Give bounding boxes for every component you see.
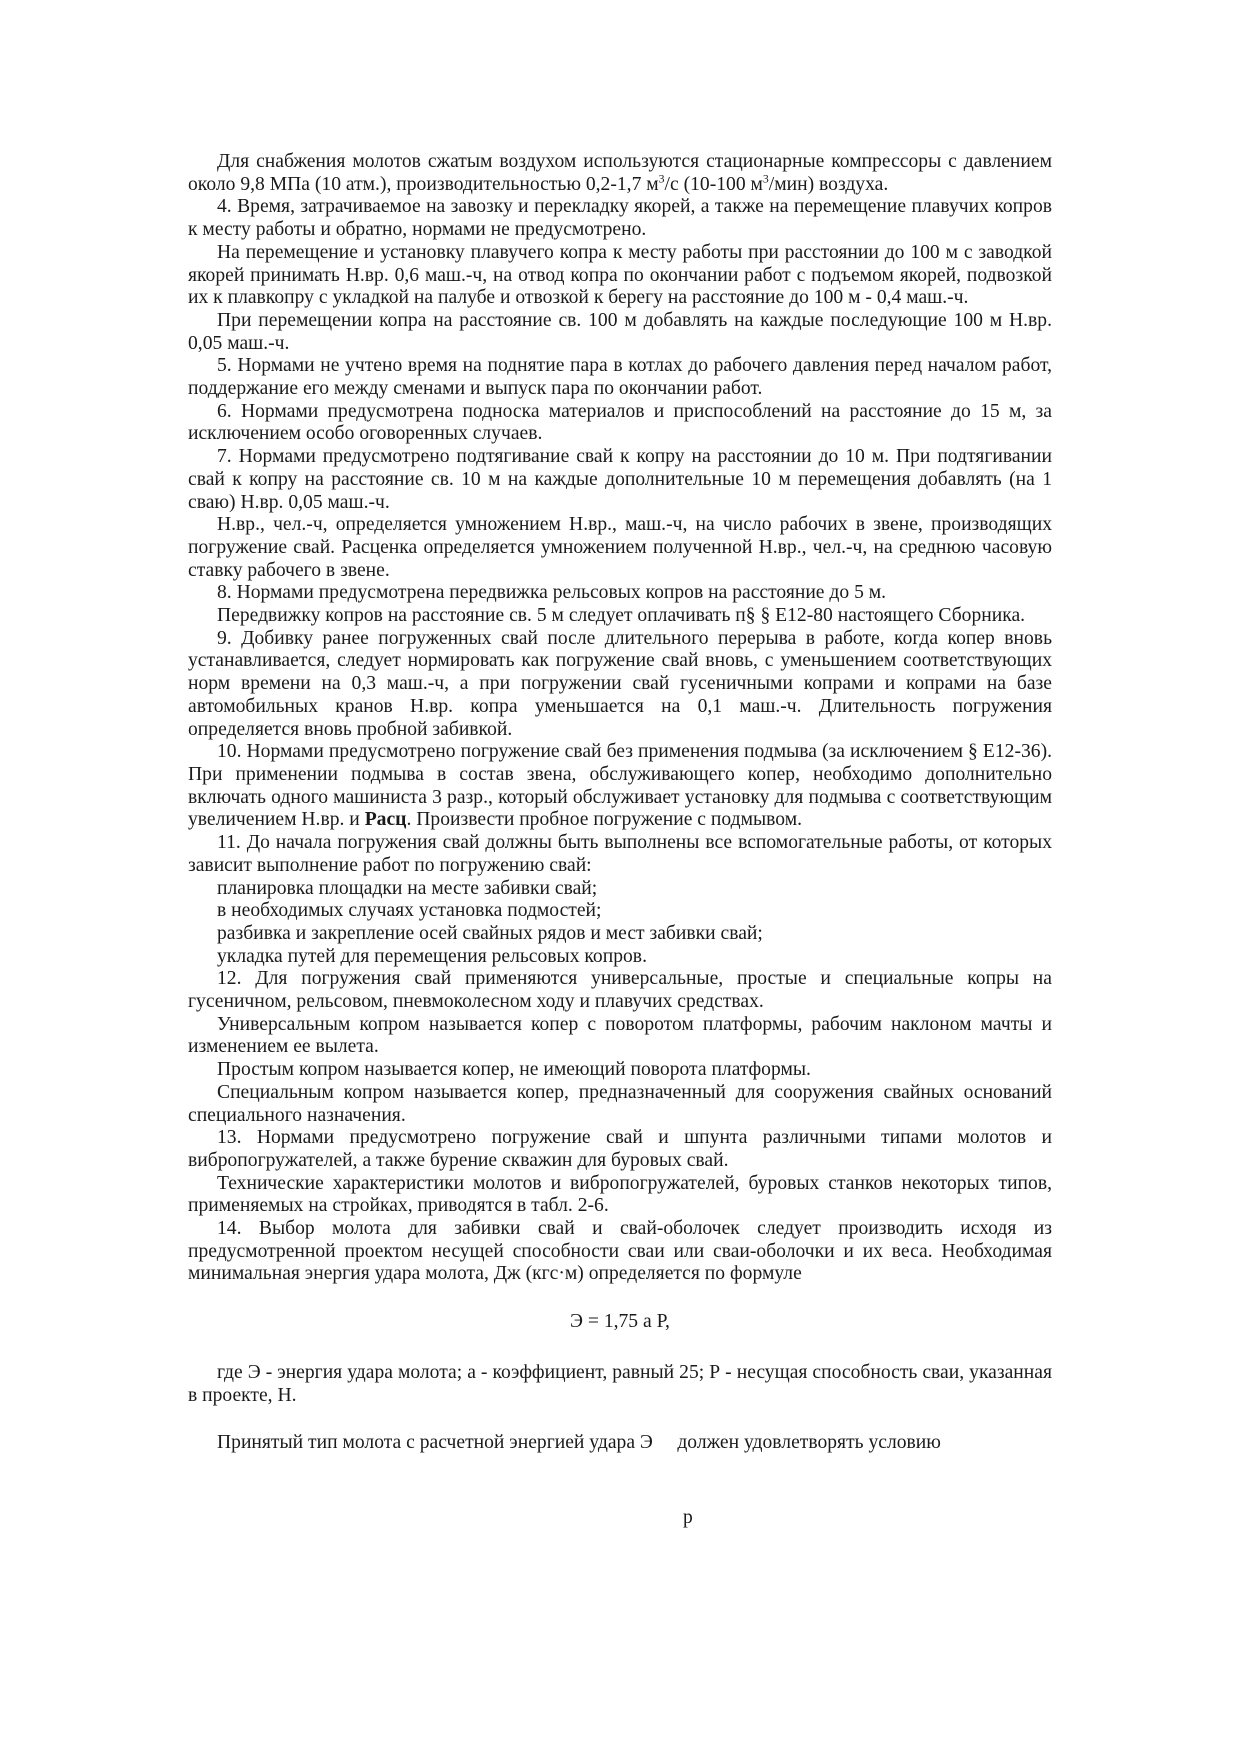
- paragraph-12-special: Специальным копром называется копер, предназначенный для сооружения свайных оснований специального назначения.: [188, 1081, 1052, 1126]
- formula: Э = 1,75 а Р,: [570, 1311, 670, 1333]
- bold-term-rasc: Расц: [364, 809, 407, 831]
- list-item: планировка площадки на месте забивки свай;: [217, 877, 598, 899]
- paragraph-11: 11. До начала погружения свай должны быть выполнены все вспомогательные работы, от которых зависит выполнение работ по погружению свай:: [188, 832, 1052, 876]
- paragraph-9: 9. Добивку ранее погруженных свай после длительного перерыва в работе, когда копер вновь устанавливается, следует нормировать как погружение свай вновь, с уменьшением соответствующих норм времени на 0,3 маш.-ч, а при погружении свай гусеничными копрами и копрами на базе автомобильных кранов Н.вр. копра уменьшается на 0,1 маш.-ч. Длительность погружения определяется вновь пробной забивкой.: [188, 627, 1052, 740]
- paragraph-8: 8. Нормами предусмотрена передвижка рельсовых копров на расстояние до 5 м.: [217, 582, 887, 604]
- paragraph-7-rate: Н.вр., чел.-ч, определяется умножением Н.вр., маш.-ч, на число рабочих в звене, производящих погружение свай. Расценка определяется умножением полученной Н.вр., чел.-ч, на среднюю часовую ставку рабочего в звене.: [188, 514, 1052, 581]
- paragraph-7: 7. Нормами предусмотрено подтягивание свай к копру на расстоянии до 10 м. При подтягивании свай к копру на расстояние св. 10 м на каждые дополнительные 10 м перемещения добавлять (на 1 сваю) Н.вр. 0,05 маш.-ч.: [188, 446, 1052, 513]
- paragraph-condition: Принятый тип молота с расчетной энергией удара Э должен удовлетворять условию: [217, 1432, 941, 1454]
- paragraph-10: 10. Нормами предусмотрено погружение свай без применения подмыва (за исключением § Е12-36). При применении подмыва в состав звена, обслуживающего копер, необходимо дополнительно включать одного машиниста 3 разр., который обслуживает установку для подмыва с соответствующим увеличением Н.вр. и Расц. Произвести пробное погружение с подмывом.: [188, 741, 1052, 831]
- paragraph-8-payment: Передвижку копров на расстояние св. 5 м следует оплачивать п§ § Е12-80 настоящего Сборника.: [217, 605, 1026, 627]
- paragraph-14: 14. Выбор молота для забивки свай и свай-оболочек следует производить исходя из предусмотренной проектом несущей способности сваи или сваи-оболочки и их веса. Необходимая минимальная энергия удара молота, Дж (кгс·м) определяется по формуле: [188, 1218, 1052, 1285]
- paragraph-compressors: Для снабжения молотов сжатым воздухом используются стационарные компрессоры с давлением около 9,8 МПа (10 атм.), производительностью 0,2-1,7 $м^3/с$ (10-100 $м^3/мин$) воздуха.: [188, 151, 1052, 195]
- paragraph-4-moving: На перемещение и установку плавучего копра к месту работы при расстоянии до 100 м с заводкой якорей принимать Н.вр. 0,6 маш.-ч, на отвод копра по окончании работ с подъемом якорей, подвозкой их к плавкопру с укладкой на палубе и отвозкой к берегу на расстояние до 100 м - 0,4 маш.-ч.: [188, 241, 1052, 309]
- subscript-p: р: [683, 1507, 693, 1528]
- paragraph-12: 12. Для погружения свай применяются универсальные, простые и специальные копры на гусеничном, рельсовом, пневмоколесном ходу и плавучих средствах.: [188, 968, 1052, 1013]
- list-item: укладка путей для перемещения рельсовых копров.: [217, 945, 647, 967]
- paragraph-5: 5. Нормами не учтено время на поднятие пара в котлах до рабочего давления перед началом работ, поддержание его между сменами и выпуск пара по окончании работ.: [188, 355, 1052, 400]
- paragraph-12-simple: Простым копром называется копер, не имеющий поворота платформы.: [217, 1059, 811, 1081]
- paragraph-12-universal: Универсальным копром называется копер с поворотом платформы, рабочим наклоном мачты и изменением ее вылета.: [188, 1013, 1052, 1058]
- paragraph-4-distance: При перемещении копра на расстояние св. 100 м добавлять на каждые последующие 100 м Н.вр. 0,05 маш.-ч.: [188, 309, 1052, 354]
- list-item: в необходимых случаях установка подмостей;: [217, 900, 602, 922]
- paragraph-formula-legend: где Э - энергия удара молота; а - коэффициент, равный 25; Р - несущая способность сваи, указанная в проекте, Н.: [188, 1361, 1052, 1406]
- document-body: [188, 151, 1052, 1455]
- paragraph-6: 6. Нормами предусмотрена подноска материалов и приспособлений на расстояние до 15 м, за исключением особо оговоренных случаев.: [188, 400, 1052, 445]
- paragraph-13-specs: Технические характеристики молотов и вибропогружателей, буровых станков некоторых типов, применяемых на стройках, приводятся в табл. 2-6.: [188, 1172, 1052, 1217]
- paragraph-13: 13. Нормами предусмотрено погружение свай и шпунта различными типами молотов и вибропогружателей, а также бурение скважин для буровых свай.: [188, 1127, 1052, 1171]
- paragraph-4: 4. Время, затрачиваемое на завозку и перекладку якорей, а также на перемещение плавучих копров к месту работы и обратно, нормами не предусмотрено.: [188, 196, 1052, 241]
- list-item: разбивка и закрепление осей свайных рядов и мест забивки свай;: [217, 922, 763, 944]
